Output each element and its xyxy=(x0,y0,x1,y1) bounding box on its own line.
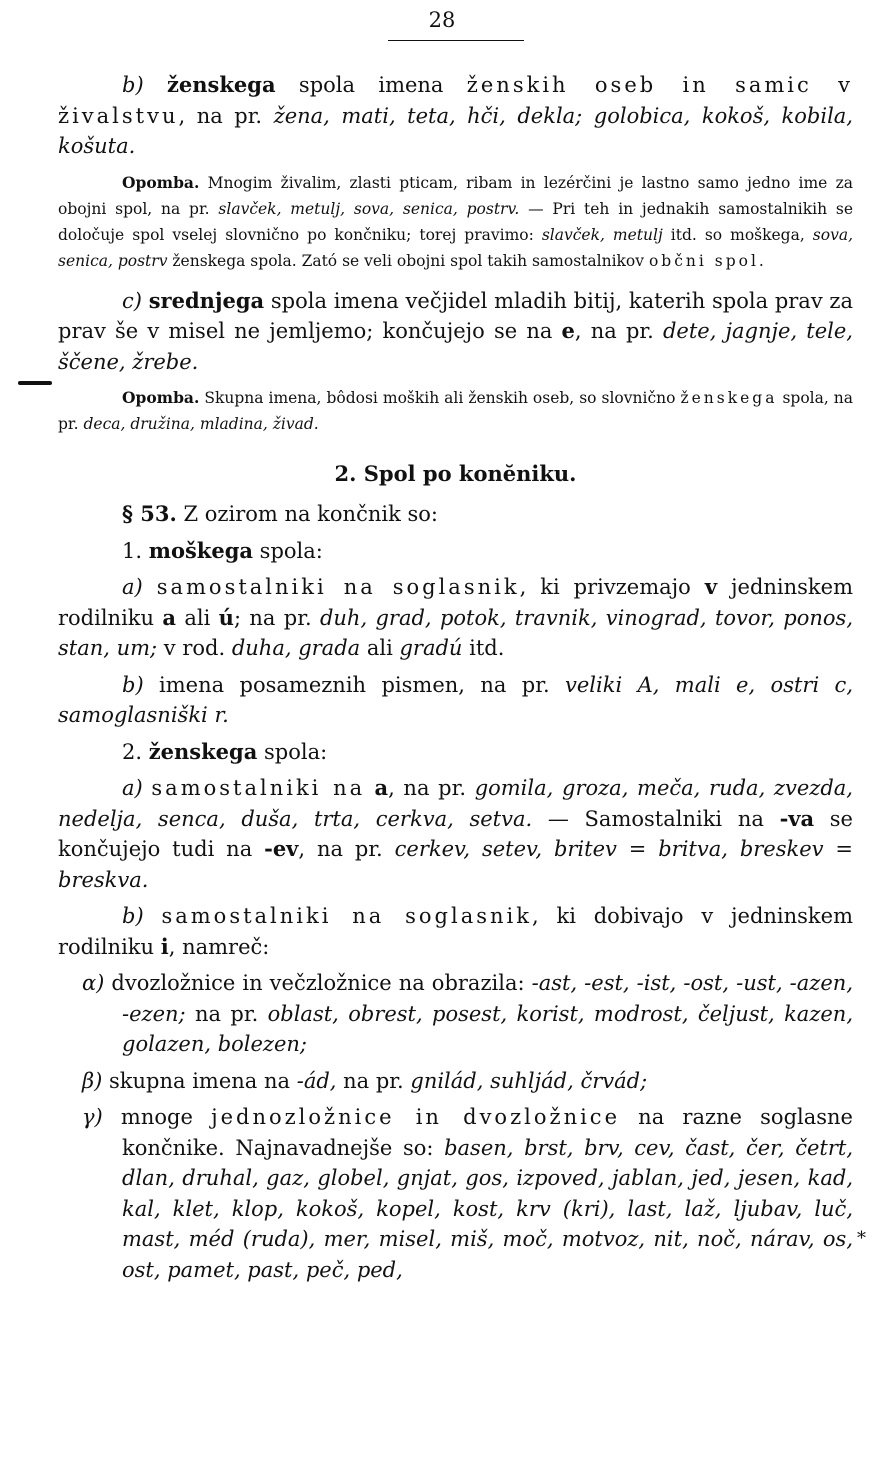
item-feminine-b: b) samostalniki na soglasnik, ki dobivajo v jedninskem rodilniku i, namreč: xyxy=(58,904,853,959)
paragraph-53: § 53. Z ozirom na končnik so: xyxy=(122,501,438,526)
paragraph-neuter: c) srednjega spola imena večjidel mladih bitij, katerih spola prav za prav še v misel ne jemljemo; končujejo se na e, na pr. dete, jagnje, tele, ščene, žrebe. xyxy=(58,287,853,374)
page-number-rule xyxy=(388,40,524,41)
item-masculine: 1. moškega spola: xyxy=(122,537,323,563)
note-common-gender: Opomba. Mnogim živalim, zlasti pticam, ribam in lezérčini je lastno samo jedno ime za obojni spol, na pr. slavček, metulj, sova, senica, postrv. — Pri teh in jednakih samostalnikih se določuje spol vselej slovnično po končniku; torej pravimo: slavček, metulj itd. so moškega, sova, senica, postrv ženskega spola. Zató se veli obojni spol takih samostalnikov občni spol. xyxy=(58,172,854,270)
item-masculine-a: a) samostalniki na soglasnik, ki privzemajo v jedninskem rodilniku a ali ú; na pr. duh, grad, potok, travnik, vinograd, tovor, ponos, stan, um; v rod. duha, grada ali gradú itd. xyxy=(58,574,853,660)
margin-dash-mark xyxy=(18,381,52,385)
item-gamma: γ) mnoge jednozložnice in dvozložnice na razne soglasne končnike. Najnavadnejše so: basen, brst, brv, cev, čast, čer, četrt, dlan, druhal, gaz, globel, gnjat, gos, izpoved, jablan, jed, jesen, kad, kal, klet, klop, kokoš, kopel, kost, krv (kri), last, laž, ljubav, luč, mast, méd (ruda), mer, misel, miš, moč, motvoz, nit, noč, nárav, os, ost, pamet, past, peč, ped, xyxy=(82,1105,853,1282)
note-collective-nouns: Opomba. Skupna imena, bôdosi moških ali ženskih oseb, so slovnično ženskega spola, na pr. deca, družina, mladina, živad. xyxy=(58,388,853,433)
item-beta: β) skupna imena na -ád, na pr. gnilád, suhljád, črvád; xyxy=(82,1068,648,1093)
item-alpha: α) dvozložnice in večzložnice na obrazila: -ast, -est, -ist, -ost, -ust, -azen, -ezen; na pr. oblast, obrest, posest, korist, modrost, čeljust, kazen, golazen, bolezen; xyxy=(82,971,854,1056)
margin-star-mark: * xyxy=(857,1228,866,1249)
item-feminine-a: a) samostalniki na a, na pr. gomila, groza, meča, ruda, zvezda, nedelja, senca, duša, trta, cerkva, setva. — Samostalniki na -va se končujejo tudi na -ev, na pr. cerkev, setev, britev = britva, breskev = breskva. xyxy=(58,775,853,892)
item-feminine: 2. ženskega spola: xyxy=(122,738,328,764)
text-column xyxy=(58,70,853,1291)
section-heading: 2. Spol po konĕniku. xyxy=(334,461,577,486)
item-masculine-b: b) imena posameznih pismen, na pr. veliki A, mali e, ostri c, samoglasniški r. xyxy=(58,672,853,727)
paragraph-feminine-persons: b) ženskega spola imena ženskih oseb in samic v živalstvu, na pr. žena, mati, teta, hči, dekla; golobica, kokoš, kobila, košuta. xyxy=(58,72,853,158)
page-number: 28 xyxy=(428,8,456,32)
